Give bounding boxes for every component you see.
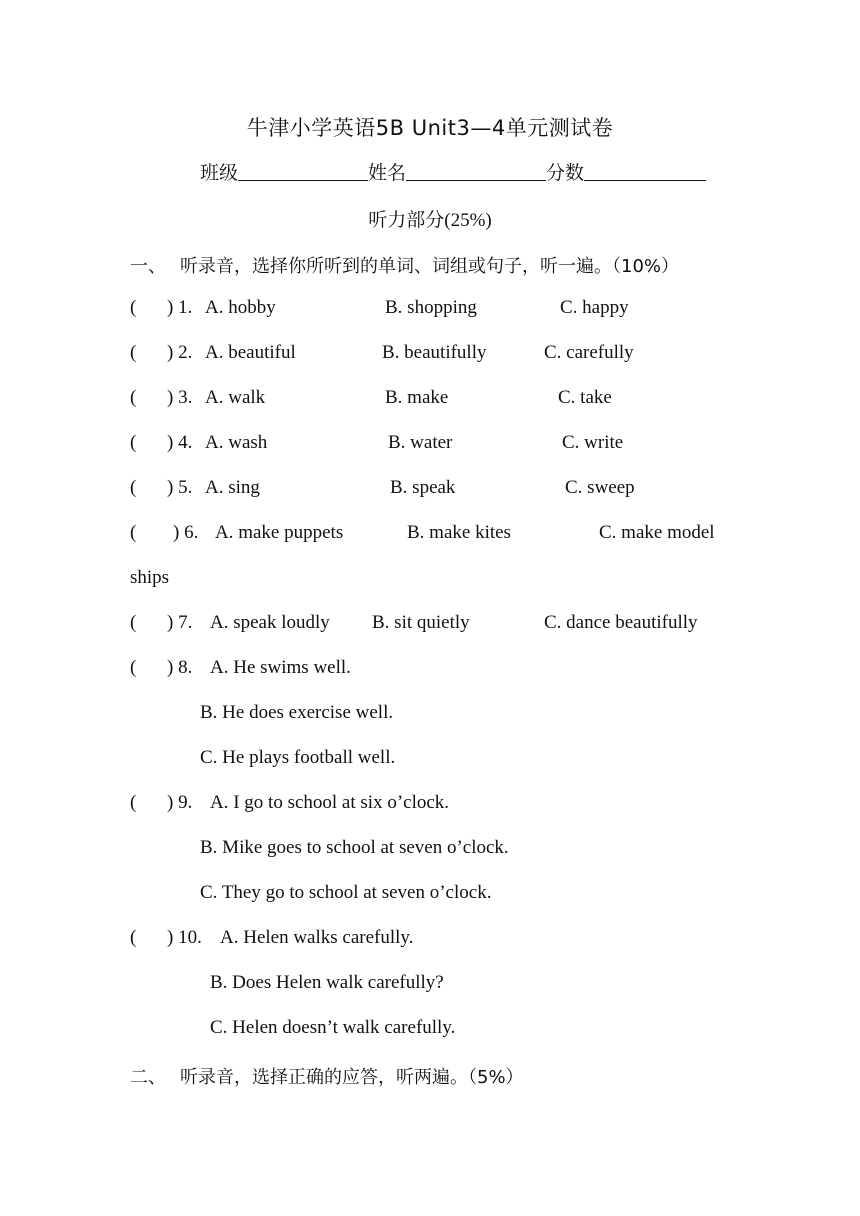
option-c: C. dance beautifully bbox=[544, 612, 698, 633]
listening-percent: (25%) bbox=[444, 210, 492, 231]
answer-bracket[interactable]: ( bbox=[130, 342, 137, 363]
question-9-option-b: B. Mike goes to school at seven o’clock. bbox=[200, 837, 509, 858]
option-b: B. make kites bbox=[407, 522, 511, 543]
section-1-heading bbox=[130, 252, 679, 278]
question-number: ) 6. bbox=[173, 522, 199, 543]
option-b: B. make bbox=[385, 387, 449, 408]
question-number: ) 8. bbox=[167, 657, 193, 678]
option-b: B. sit quietly bbox=[372, 612, 470, 633]
option-a: A. He swims well. bbox=[210, 657, 351, 678]
option-c: C. write bbox=[562, 432, 624, 453]
student-info-line bbox=[200, 158, 706, 185]
option-a: A. beautiful bbox=[205, 342, 296, 363]
question-number: ) 9. bbox=[167, 792, 193, 813]
question-number: ) 2. bbox=[167, 342, 193, 363]
section-2-number: 二、 bbox=[130, 1067, 166, 1088]
section-2-heading bbox=[130, 1063, 524, 1089]
option-a: A. Helen walks carefully. bbox=[220, 927, 414, 948]
answer-bracket[interactable]: ( bbox=[130, 522, 137, 543]
section-2-instructions: 听录音，选择正确的应答，听两遍。（5%） bbox=[180, 1067, 524, 1088]
section-1-instructions: 听录音，选择你所听到的单词、词组或句子，听一遍。（10%） bbox=[180, 256, 680, 277]
option-a: A. sing bbox=[205, 477, 260, 498]
section-1-number: 一、 bbox=[130, 256, 166, 277]
answer-bracket[interactable]: ( bbox=[130, 297, 137, 318]
option-c-continued: ships bbox=[130, 567, 170, 588]
score-label: 分数 bbox=[546, 162, 585, 184]
option-b: B. beautifully bbox=[382, 342, 487, 363]
option-a: A. wash bbox=[205, 432, 268, 453]
question-number: ) 3. bbox=[167, 387, 193, 408]
name-blank[interactable] bbox=[406, 160, 546, 181]
answer-bracket[interactable]: ( bbox=[130, 927, 137, 948]
option-a: A. make puppets bbox=[215, 522, 344, 543]
option-b: B. water bbox=[388, 432, 453, 453]
question-number: ) 1. bbox=[167, 297, 193, 318]
question-9-option-c: C. They go to school at seven o’clock. bbox=[200, 882, 492, 903]
question-number: ) 10. bbox=[167, 927, 202, 948]
answer-bracket[interactable]: ( bbox=[130, 792, 137, 813]
class-blank[interactable] bbox=[238, 160, 368, 181]
answer-bracket[interactable]: ( bbox=[130, 387, 137, 408]
page-title: 牛津小学英语5B Unit3—4单元测试卷 bbox=[246, 116, 614, 140]
question-number: ) 4. bbox=[167, 432, 193, 453]
option-c: C. sweep bbox=[565, 477, 635, 498]
name-label: 姓名 bbox=[368, 162, 407, 184]
option-b: B. speak bbox=[390, 477, 456, 498]
class-label: 班级 bbox=[200, 162, 239, 184]
option-b: B. shopping bbox=[385, 297, 477, 318]
option-c: C. carefully bbox=[544, 342, 634, 363]
question-10-option-b: B. Does Helen walk carefully? bbox=[210, 972, 444, 993]
question-10-option-c: C. Helen doesn’t walk carefully. bbox=[210, 1017, 456, 1038]
question-8-option-b: B. He does exercise well. bbox=[200, 702, 394, 723]
question-number: ) 5. bbox=[167, 477, 193, 498]
section-heading-listening bbox=[0, 205, 860, 232]
answer-bracket[interactable]: ( bbox=[130, 657, 137, 678]
score-blank[interactable] bbox=[584, 160, 706, 181]
option-c: C. happy bbox=[560, 297, 629, 318]
question-8-option-c: C. He plays football well. bbox=[200, 747, 396, 768]
option-a: A. speak loudly bbox=[210, 612, 330, 633]
answer-bracket[interactable]: ( bbox=[130, 432, 137, 453]
question-number: ) 7. bbox=[167, 612, 193, 633]
option-a: A. I go to school at six o’clock. bbox=[210, 792, 450, 813]
option-a: A. hobby bbox=[205, 297, 276, 318]
option-a: A. walk bbox=[205, 387, 266, 408]
listening-label: 听力部分 bbox=[368, 209, 445, 231]
option-c: C. take bbox=[558, 387, 612, 408]
answer-bracket[interactable]: ( bbox=[130, 477, 137, 498]
answer-bracket[interactable]: ( bbox=[130, 612, 137, 633]
option-c: C. make model bbox=[599, 522, 715, 543]
